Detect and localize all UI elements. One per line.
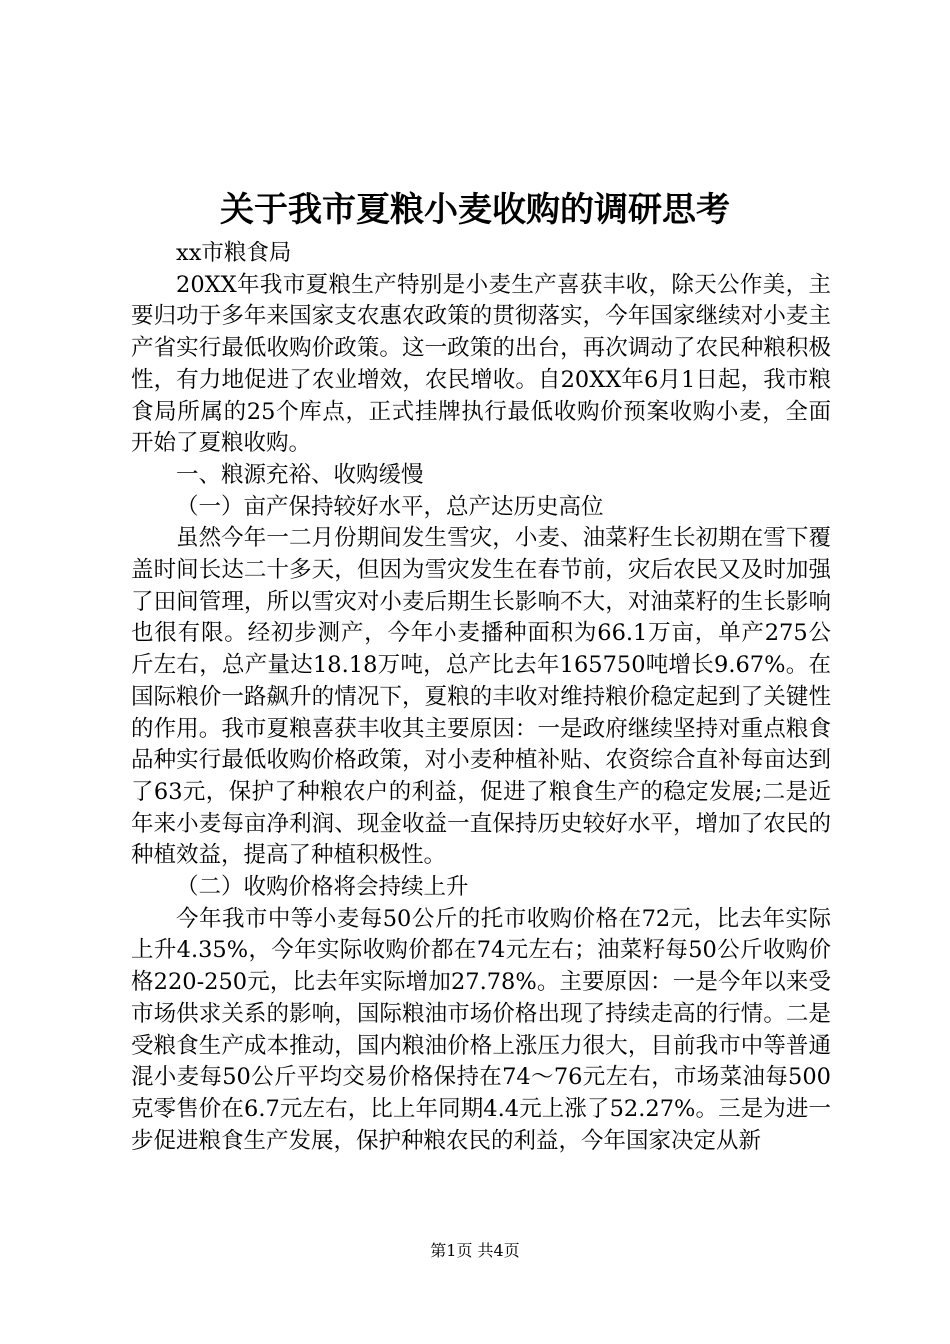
subsection-heading-1: （一）亩产保持较好水平，总产达历史高位 (176, 493, 604, 520)
subsection-heading-2: （二）收购价格将会持续上升 (176, 874, 469, 901)
paragraph-intro: 20XX年我市夏粮生产特别是小麦生产喜获丰收，除天公作美，主要归功于多年来国家支农惠农政策的贯彻落实，今年国家继续对小麦主产省实行最低收购价政策。这一政策的出台，再次调动了农民种粮积极性，有力地促进了农业增效，农民增收。自20XX年6月1日起，我市粮食局所属的25个库点，正式挂牌执行最低收购价预案收购小麦，全面开始了夏粮收购。 (131, 271, 831, 457)
section-heading-1: 一、粮源充裕、收购缓慢 (176, 461, 424, 488)
paragraph-price: 今年我市中等小麦每50公斤的托市收购价格在72元，比去年实际上升4.35%，今年实际收购价都在74元左右；油菜籽每50公斤收购价格220-250元，比去年实际增加27.78%。主要原因：一是今年以来受市场供求关系的影响，国际粮油市场价格出现了持续走高的行情。二是受粮食生产成本推动，国内粮油价格上涨压力很大，目前我市中等普通混小麦每50公斤平均交易价格保持在74～76元左右，市场菜油每500克零售价在6.7元左右，比上年同期4.4元上涨了52.27%。三是为进一步促进粮食生产发展，保护种粮农民的利益，今年国家决定从新 (131, 905, 831, 1154)
page-footer: 第1页 共4页 (430, 1241, 520, 1260)
document-body (131, 238, 831, 1157)
paragraph-yield: 虽然今年一二月份期间发生雪灾，小麦、油菜籽生长初期在雪下覆盖时间长达二十多天，但因为雪灾发生在春节前，灾后农民又及时加强了田间管理，所以雪灾对小麦后期生长影响不大，对油菜籽的生长影响也很有限。经初步测产，今年小麦播种面积为66.1万亩，单产275公斤左右，总产量达18.18万吨，总产比去年165750吨增长9.67%。在国际粮价一路飙升的情况下，夏粮的丰收对维持粮价稳定起到了关键性的作用。我市夏粮喜获丰收其主要原因：一是政府继续坚持对重点粮食品种实行最低收购价格政策，对小麦种植补贴、农资综合直补每亩达到了63元，保护了种粮农户的利益，促进了粮食生产的稳定发展;二是近年来小麦每亩净利润、现金收益一直保持历史较好水平，增加了农民的种植效益，提高了种植积极性。 (131, 525, 831, 869)
author-line: xx市粮食局 (176, 240, 292, 266)
document-title: 关于我市夏粮小麦收购的调研思考 (220, 190, 730, 230)
